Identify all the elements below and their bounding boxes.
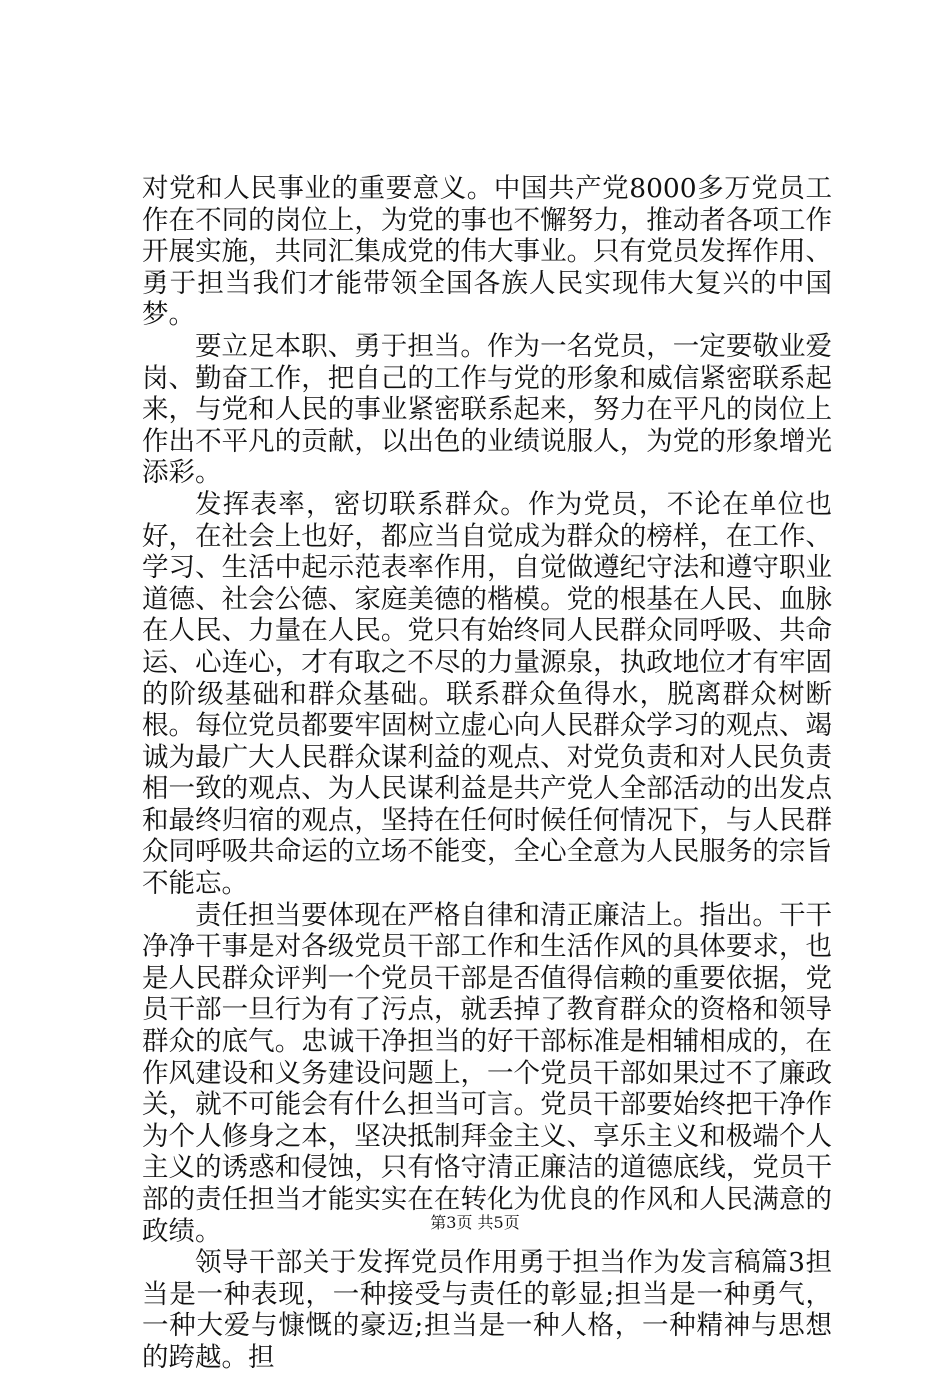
paragraph-1: 对党和人民事业的重要意义。中国共产党8000多万党员工作在不同的岗位上，为党的事也不懈努力，推动者各项工作开展实施，共同汇集成党的伟大事业。只有党员发挥作用、勇于担当我们才能带领全国各族人民实现伟大复兴的中国梦。 [142, 173, 832, 331]
document-body [142, 173, 832, 1374]
paragraph-3: 发挥表率，密切联系群众。作为党员，不论在单位也好，在社会上也好，都应当自觉成为群众的榜样，在工作、学习、生活中起示范表率作用，自觉做遵纪守法和遵守职业道德、社会公德、家庭美德的楷模。党的根基在人民、血脉在人民、力量在人民。党只有始终同人民群众同呼吸、共命运、心连心，才有取之不尽的力量源泉，执政地位才有牢固的阶级基础和群众基础。联系群众鱼得水，脱离群众树断根。每位党员都要牢固树立虚心向人民群众学习的观点、竭诚为最广大人民群众谋利益的观点、对党负责和对人民负责相一致的观点、为人民谋利益是共产党人全部活动的出发点和最终归宿的观点，坚持在任何时候任何情况下，与人民群众同呼吸共命运的立场不能变，全心全意为人民服务的宗旨不能忘。 [142, 488, 832, 900]
page-footer: 第3页 共5页 [430, 1213, 520, 1232]
paragraph-4: 责任担当要体现在严格自律和清正廉洁上。指出。干干净净干事是对各级党员干部工作和生活作风的具体要求，也是人民群众评判一个党员干部是否值得信赖的重要依据，党员干部一旦行为有了污点，就丢掉了教育群众的资格和领导群众的底气。忠诚干净担当的好干部标准是相辅相成的，在作风建设和义务建设问题上，一个党员干部如果过不了廉政关，就不可能会有什么担当可言。党员干部要始终把干净作为个人修身之本，坚决抵制拜金主义、享乐主义和极端个人主义的诱惑和侵蚀，只有恪守清正廉洁的道德底线，党员干部的责任担当才能实实在在转化为优良的作风和人民满意的政绩。 [142, 899, 832, 1247]
paragraph-2: 要立足本职、勇于担当。作为一名党员，一定要敬业爱岗、勤奋工作，把自己的工作与党的形象和威信紧密联系起来，与党和人民的事业紧密联系起来，努力在平凡的岗位上作出不平凡的贡献，以出色的业绩说服人，为党的形象增光添彩。 [142, 330, 832, 489]
paragraph-5: 领导干部关于发挥党员作用勇于担当作为发言稿篇3担当是一种表现，一种接受与责任的彰显;担当是一种勇气，一种大爱与慷慨的豪迈;担当是一种人格，一种精神与思想的跨越。担 [142, 1247, 832, 1373]
